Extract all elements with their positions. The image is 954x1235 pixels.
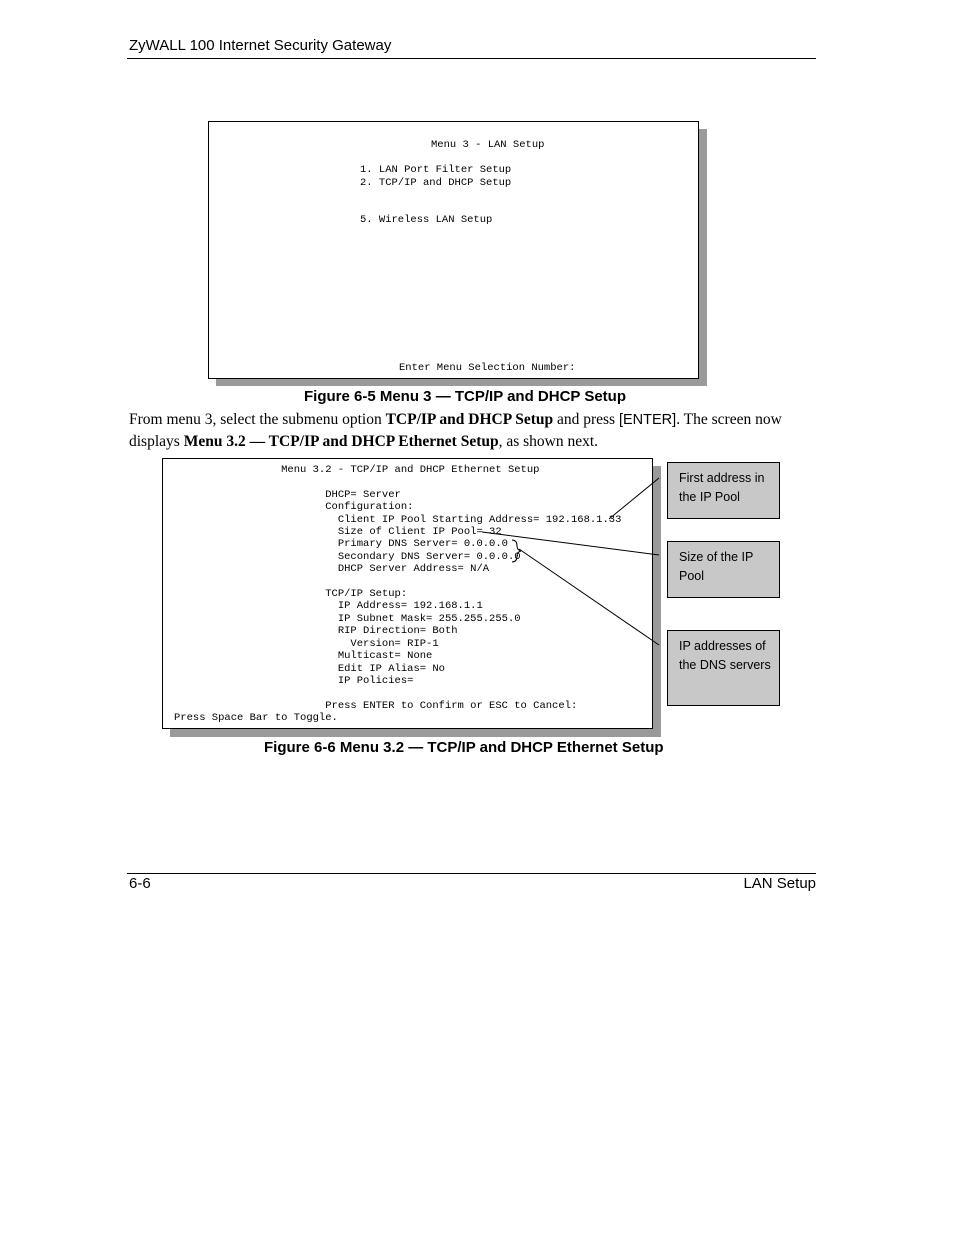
menu3-item-1: 1. LAN Port Filter Setup xyxy=(360,164,512,176)
menu32-line: Primary DNS Server= 0.0.0.0 xyxy=(174,538,508,551)
menu3-item-2: 2. TCP/IP and DHCP Setup xyxy=(360,177,512,189)
section-name: LAN Setup xyxy=(743,875,816,892)
menu32-line: Press Space Bar to Toggle. xyxy=(174,712,338,725)
menu3-prompt: Enter Menu Selection Number: xyxy=(399,362,576,374)
leader-pool-size xyxy=(482,532,659,555)
callout-first-address: First address in the IP Pool xyxy=(667,462,780,519)
footer-rule xyxy=(127,873,816,874)
para-text-2: and press xyxy=(553,411,619,428)
para-text-4: , as shown next. xyxy=(498,433,599,450)
menu32-line: TCP/IP Setup: xyxy=(174,588,408,601)
menu32-line: Version= RIP-1 xyxy=(174,637,439,650)
para-bold-2: Menu 3.2 — TCP/IP and DHCP Ethernet Setup xyxy=(183,433,499,450)
menu32-line: Press ENTER to Confirm or ESC to Cancel: xyxy=(174,699,578,712)
menu32-line: IP Address= 192.168.1.1 xyxy=(174,600,483,613)
para-text-1: From menu 3, select the submenu option xyxy=(129,411,386,428)
menu32-line: Secondary DNS Server= 0.0.0.0 xyxy=(174,550,521,563)
para-text-3: . The screen now displays xyxy=(129,411,782,450)
menu32-line: IP Policies= xyxy=(174,674,414,687)
callout-pool-size: Size of the IP Pool xyxy=(667,541,780,598)
leader-first-address xyxy=(609,478,659,519)
menu32-line: IP Subnet Mask= 255.255.255.0 xyxy=(174,612,521,625)
para-key: [ENTER] xyxy=(618,412,677,428)
menu32-line: Size of Client IP Pool= 32 xyxy=(174,526,502,539)
running-header: ZyWALL 100 Internet Security Gateway xyxy=(129,37,392,54)
callout-dns: IP addresses of the DNS servers xyxy=(667,630,780,706)
menu32-line: RIP Direction= Both xyxy=(174,625,458,638)
figure1-caption: Figure 6-5 Menu 3 — TCP/IP and DHCP Setup xyxy=(304,388,626,405)
menu32-line: DHCP= Server xyxy=(174,488,401,501)
menu32-line: Configuration: xyxy=(174,501,414,514)
para-bold-1: TCP/IP and DHCP Setup xyxy=(385,411,554,428)
menu32-line: DHCP Server Address= N/A xyxy=(174,563,490,576)
leader-dns xyxy=(519,549,659,645)
page-number: 6-6 xyxy=(129,875,151,892)
menu32-line: Edit IP Alias= No xyxy=(174,662,445,675)
menu32-line: Menu 3.2 - TCP/IP and DHCP Ethernet Setup xyxy=(174,464,540,476)
menu3-title: Menu 3 - LAN Setup xyxy=(431,139,545,151)
menu3-item-5: 5. Wireless LAN Setup xyxy=(360,214,493,226)
figure2-caption: Figure 6-6 Menu 3.2 — TCP/IP and DHCP Ethernet Setup xyxy=(264,739,664,756)
dns-brace xyxy=(512,540,521,562)
menu32-line: Client IP Pool Starting Address= 192.168.1.33 xyxy=(174,513,622,526)
menu32-line: Multicast= None xyxy=(174,650,433,663)
